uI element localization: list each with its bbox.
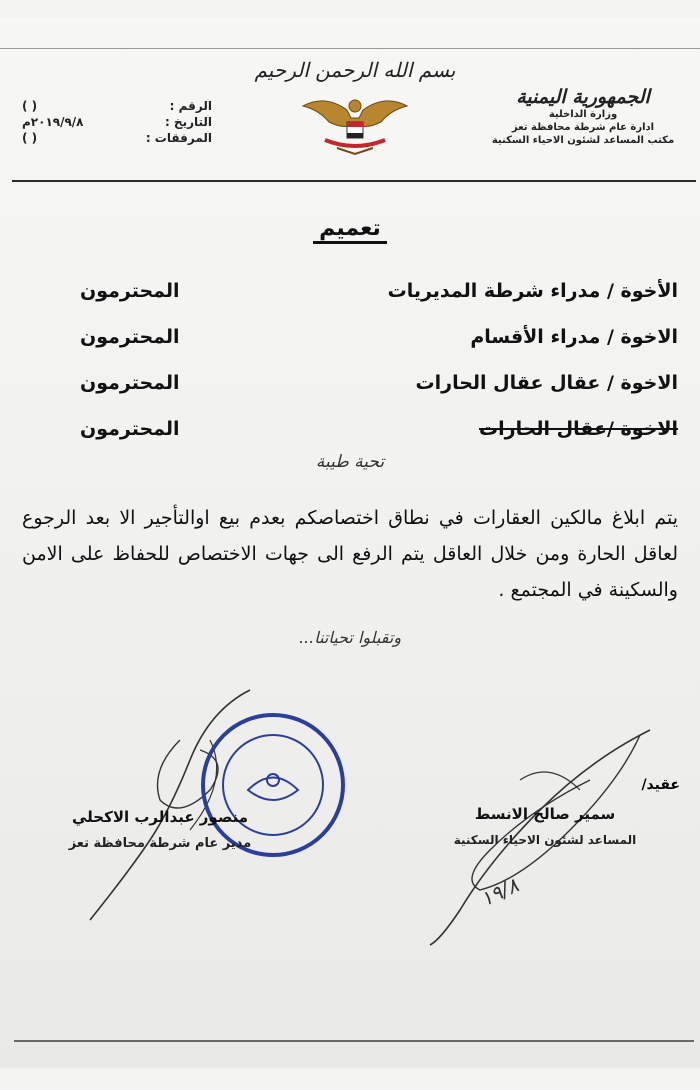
yemen-eagle-emblem-icon [295, 88, 415, 158]
greeting: تحية طيبة [315, 452, 385, 472]
recipient-row [80, 326, 678, 372]
signature-assistant [430, 777, 680, 847]
ref-value: ( ) [22, 99, 38, 113]
attachments-row [22, 130, 212, 146]
footer-divider [14, 1040, 694, 1042]
signature-director [40, 808, 280, 851]
signer-rank: عقيد/ [641, 777, 680, 793]
date-row [22, 114, 212, 130]
header-divider [12, 180, 696, 182]
recipient-row [80, 372, 678, 418]
document-title [0, 216, 700, 241]
signer-title: المساعد لشئون الاحياء السكنية [453, 833, 637, 847]
letterhead-line-ministry: وزارة الداخلية [548, 109, 618, 120]
recipient-honorific: المحترمون [80, 326, 180, 348]
scan-edge-line [0, 48, 700, 49]
recipient-honorific: المحترمون [80, 418, 180, 440]
reference-block [22, 98, 212, 146]
ref-label: الرقم : [169, 99, 212, 113]
letterhead [488, 86, 678, 147]
recipient-honorific: المحترمون [80, 372, 180, 394]
title-text: تعميم [313, 216, 387, 244]
signer-name: سمير صالح الانسط [474, 805, 616, 823]
attachments-label: المرفقات : [145, 131, 212, 145]
ref-row [22, 98, 212, 114]
recipient-address: الاخوة / مدراء الأقسام [470, 326, 678, 348]
letterhead-line-department: ادارة عام شرطة محافظة تعز [511, 122, 655, 133]
recipient-row [80, 280, 678, 326]
signer-title: مدير عام شرطة محافظة تعز [68, 836, 252, 851]
recipient-address: الأخوة / مدراء شرطة المديريات [387, 280, 678, 302]
letterhead-line-office: مكتب المساعد لشئون الاحياء السكنية [491, 135, 675, 146]
body-paragraph: يتم ابلاغ مالكين العقارات في نطاق اختصاصكم بعدم بيع اوالتأجير الا بعد الرجوع لعاقل الحارة ومن خلال العاقل يتم الرفع الى جهات الاختصاص للحفاظ على الامن والسكينة في المجتمع . [22, 507, 678, 601]
recipient-address: الاخوة /عقال الحارات [479, 418, 678, 440]
attachments-value: ( ) [22, 131, 38, 145]
recipients-list [80, 280, 678, 464]
closing: وتقبلوا تحياتنا... [298, 628, 402, 647]
recipient-honorific: المحترمون [80, 280, 180, 302]
date-value: ٢٠١٩/٩/٨م [22, 115, 84, 129]
basmala: بسم الله الرحمن الرحيم [254, 58, 456, 82]
recipient-address: الاخوة / عقال عقال الحارات [415, 372, 678, 394]
handwritten-note: ١٩/٨ [476, 872, 523, 912]
date-label: التاريخ : [164, 115, 212, 129]
header-center [240, 58, 470, 158]
state-name: الجمهورية اليمنية [516, 86, 650, 108]
signer-name: منصور عبدالرب الاكحلي [71, 808, 249, 826]
